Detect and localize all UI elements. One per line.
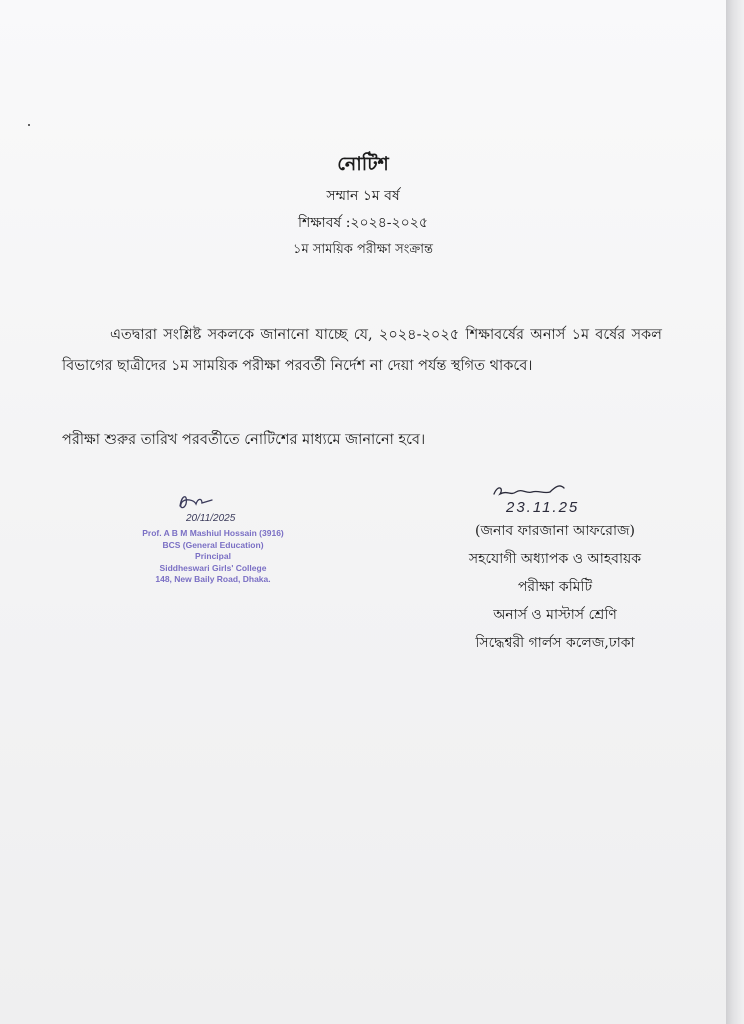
notice-paragraph-2: পরীক্ষা শুরুর তারিখ পরবর্তীতে নোটিশের মাধ্যমে জানানো হবে। bbox=[62, 432, 426, 448]
notice-title: নোটিশ bbox=[337, 153, 389, 175]
principal-signature bbox=[172, 490, 262, 526]
scan-edge-shadow bbox=[726, 0, 744, 1024]
svg-text:20/11/2025: 20/11/2025 bbox=[186, 513, 236, 524]
paper-speck bbox=[28, 124, 30, 126]
notice-subject: ১ম সাময়িক পরীক্ষা সংক্রান্ত bbox=[293, 242, 433, 257]
notice-paragraph-1: এতদ্বারা সংশ্লিষ্ট সকলকে জানানো যাচ্ছে যে, ২০২৪-২০২৫ শিক্ষাবর্ষের অনার্স ১ম বর্ষের সকল বিভাগের ছাত্রীদের ১ম সাময়িক পরীক্ষা পরবর্তী নির্দেশ না দেয়া পর্যন্ত স্থগিত থাকবে। bbox=[62, 327, 662, 374]
signatory-block bbox=[430, 517, 680, 657]
session-year: শিক্ষাবর্ষ :২০২৪-২০২৫ bbox=[298, 215, 428, 231]
signatory-designation: সহযোগী অধ্যাপক ও আহবায়ক bbox=[468, 551, 642, 567]
svg-text:23.11.25: 23.11.25 bbox=[506, 499, 580, 516]
class-year: সম্মান ১ম বর্ষ bbox=[326, 188, 400, 204]
stamp-name: Prof. A B M Mashiul Hossain (3916) bbox=[142, 528, 284, 538]
signatory-college: সিদ্ধেশ্বরী গার্লস কলেজ,ঢাকা bbox=[475, 635, 635, 651]
stamp-designation: Principal bbox=[195, 551, 231, 561]
principal-stamp bbox=[128, 528, 298, 586]
signatory-committee: পরীক্ষা কমিটি bbox=[517, 579, 593, 595]
signatory-name: (জনাব ফারজানা আফরোজ) bbox=[474, 523, 636, 539]
stamp-college: Siddheswari Girls' College bbox=[159, 562, 267, 573]
stamp-address: 148, New Baily Road, Dhaka. bbox=[155, 574, 271, 584]
convener-signature bbox=[486, 480, 626, 520]
signatory-program: অনার্স ও মাস্টার্স শ্রেণি bbox=[493, 607, 617, 623]
stamp-cadre: BCS (General Education) bbox=[162, 539, 264, 550]
